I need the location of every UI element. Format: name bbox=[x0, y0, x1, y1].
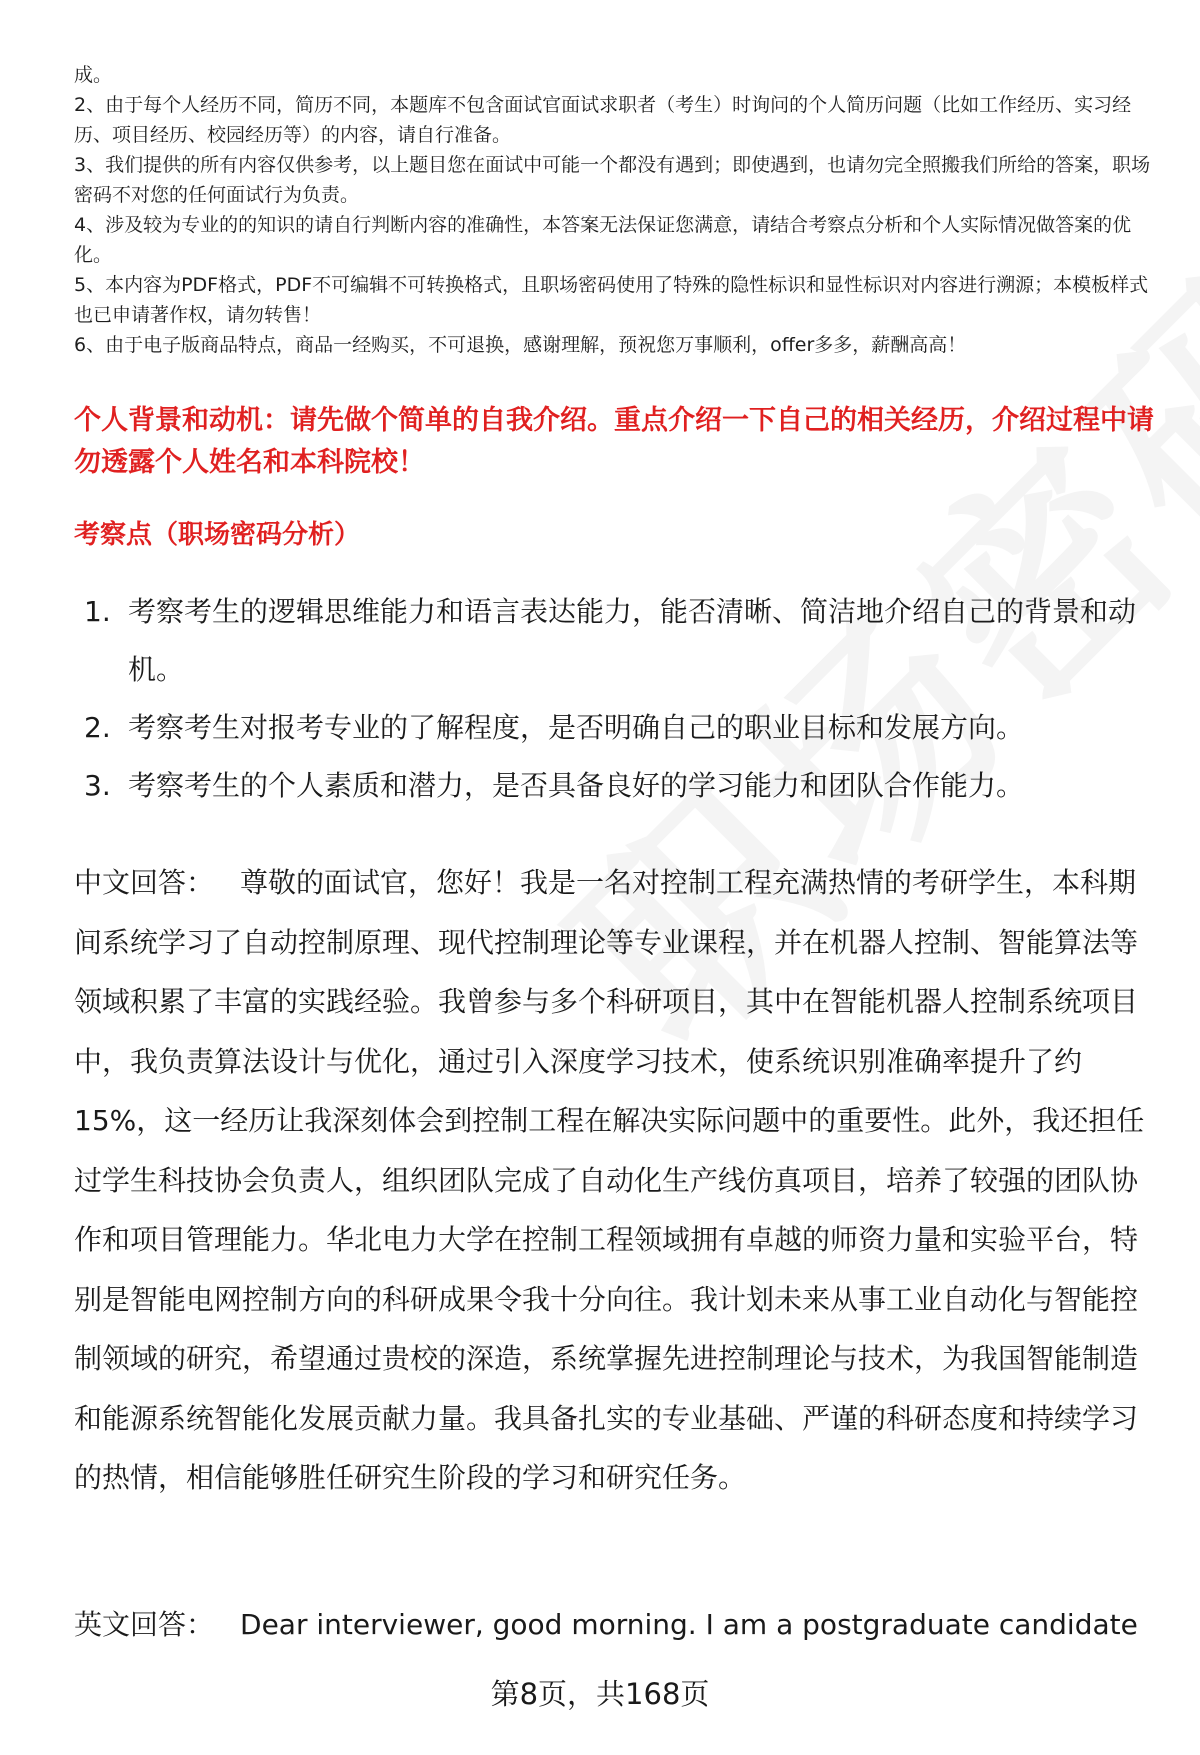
analysis-point bbox=[84, 583, 1154, 699]
point-number: 1. bbox=[84, 595, 111, 628]
answer-english-text: Dear interviewer, good morning. I am a postgraduate candidate bbox=[240, 1608, 1138, 1641]
analysis-point bbox=[84, 757, 1154, 815]
note-item: 2、由于每个人经历不同，简历不同，本题库不包含面试官面试求职者（考生）时询问的个人简历问题（比如工作经历、实习经历、项目经历、校园经历等）的内容，请自行准备。 bbox=[74, 94, 1132, 146]
answer-english-label: 英文回答： bbox=[74, 1608, 215, 1641]
page-footer: 第8页，共168页 bbox=[490, 1677, 710, 1711]
analysis-points bbox=[84, 583, 1154, 815]
answer-english bbox=[74, 1595, 1164, 1654]
note-item: 4、涉及较为专业的的知识的请自行判断内容的准确性，本答案无法保证您满意，请结合考察点分析和个人实际情况做答案的优化。 bbox=[74, 214, 1132, 266]
analysis-title: 考察点（职场密码分析） bbox=[74, 520, 361, 550]
point-text: 考察考生对报考专业的了解程度，是否明确自己的职业目标和发展方向。 bbox=[128, 711, 1025, 744]
point-text: 考察考生的个人素质和潜力，是否具备良好的学习能力和团队合作能力。 bbox=[128, 769, 1025, 802]
answer-chinese-label: 中文回答： bbox=[74, 866, 215, 899]
note-item: 3、我们提供的所有内容仅供参考，以上题目您在面试中可能一个都没有遇到；即使遇到，也请勿完全照搬我们所给的答案，职场密码不对您的任何面试行为负责。 bbox=[74, 154, 1151, 206]
point-number: 2. bbox=[84, 711, 111, 744]
notes-list bbox=[74, 60, 1164, 360]
question-heading: 个人背景和动机：请先做个简单的自我介绍。重点介绍一下自己的相关经历，介绍过程中请勿透露个人姓名和本科院校！ bbox=[74, 405, 1154, 478]
answer-chinese bbox=[74, 853, 1154, 1508]
point-number: 3. bbox=[84, 769, 111, 802]
note-item: 6、由于电子版商品特点，商品一经购买，不可退换，感谢理解，预祝您万事顺利，offer多多，薪酬高高！ bbox=[74, 334, 967, 356]
point-text: 考察考生的逻辑思维能力和语言表达能力，能否清晰、简洁地介绍自己的背景和动机。 bbox=[128, 595, 1137, 686]
analysis-point bbox=[84, 699, 1154, 757]
note-item: 成。 bbox=[74, 64, 113, 86]
answer-chinese-text: 尊敬的面试官，您好！我是一名对控制工程充满热情的考研学生，本科期间系统学习了自动控制原理、现代控制理论等专业课程，并在机器人控制、智能算法等领域积累了丰富的实践经验。我曾参与多个科研项目，其中在智能机器人控制系统项目中，我负责算法设计与优化，通过引入深度学习技术，使系统识别准确率提升了约15%，这一经历让我深刻体会到控制工程在解决实际问题中的重要性。此外，我还担任过学生科技协会负责人，组织团队完成了自动化生产线仿真项目，培养了较强的团队协作和项目管理能力。华北电力大学在控制工程领域拥有卓越的师资力量和实验平台，特别是智能电网控制方向的科研成果令我十分向往。我计划未来从事工业自动化与智能控制领域的研究，希望通过贵校的深造，系统掌握先进控制理论与技术，为我国智能制造和能源系统智能化发展贡献力量。我具备扎实的专业基础、严谨的科研态度和持续学习的热情，相信能够胜任研究生阶段的学习和研究任务。 bbox=[74, 866, 1145, 1494]
note-item: 5、本内容为PDF格式，PDF不可编辑不可转换格式，且职场密码使用了特殊的隐性标识和显性标识对内容进行溯源；本模板样式也已申请著作权，请勿转售！ bbox=[74, 274, 1149, 326]
